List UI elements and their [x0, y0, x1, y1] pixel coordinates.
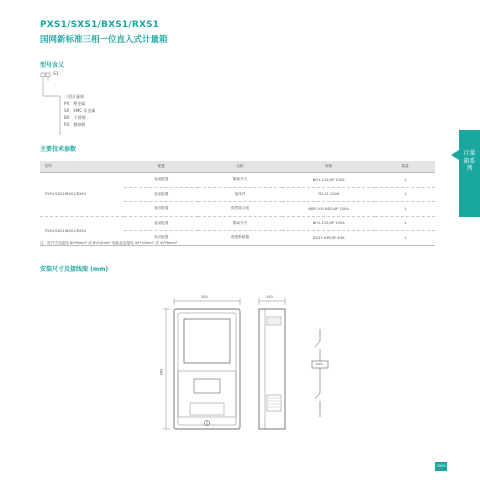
cell-spec: NBP-100 NDS/4P 100A: [282, 202, 376, 217]
product-series-title: PXS1/SXS1/BXS1/RXS1: [40, 20, 160, 30]
specs-header-row: [40, 161, 435, 173]
cell-name: 隔离开关: [198, 173, 282, 188]
cell-spec: NH1-125/4P 100A: [282, 216, 376, 231]
cell-name: 微型重合闸: [198, 202, 282, 217]
col-header-qty: 数量: [375, 161, 435, 173]
side-tab-label: 计量箱系列: [463, 150, 476, 172]
model-meaning-line-1: 三相计量箱: [64, 94, 84, 99]
cell-spec: DZ47-63R/4P 63A: [282, 231, 376, 246]
cell-qty: 1: [375, 231, 435, 246]
model-meaning-line-3: SX：SMC 非金属: [64, 108, 96, 113]
specs-heading: 主要技术参数: [40, 146, 77, 153]
side-tab[interactable]: [459, 130, 480, 217]
model-meaning-line-2: PX：塑金属: [64, 101, 86, 106]
wiring-diagram: [300, 325, 340, 425]
model-code-suffix: S1: [53, 72, 59, 77]
cell-spec: YD-S1 100A: [282, 187, 376, 202]
cell-qty: 1: [375, 216, 435, 231]
specs-table: [40, 161, 435, 246]
code-box-2: [46, 73, 50, 77]
height-dim-label: 480: [159, 368, 164, 376]
model-meaning-line-5: RX：膜钢板: [64, 122, 86, 127]
group-2-model: PXS1/SXS1/BXS1/RXS1: [40, 216, 124, 245]
cell-config: 表室配置: [124, 187, 198, 202]
cell-config: 表后配置: [124, 231, 198, 246]
table-row: [40, 173, 435, 188]
col-header-model: 型号: [40, 161, 124, 173]
width-dim-label: 300: [201, 295, 208, 299]
side-tab-notch: [451, 150, 459, 160]
cell-qty: 1: [375, 173, 435, 188]
cell-qty: 1: [375, 202, 435, 217]
cell-config: 表后配置: [124, 202, 198, 217]
side-view-drawing: [253, 295, 293, 435]
product-subtitle: 国网新标准三相一位直入式计量箱: [40, 35, 168, 45]
cell-name: 微型断路器: [198, 231, 282, 246]
switch-top-blade: [315, 341, 320, 347]
page-number: 0000: [435, 462, 447, 471]
group-1-model: PXS1/SXS1/BXS1/RXS1: [40, 173, 124, 217]
cell-name: 接线件: [198, 187, 282, 202]
code-lead-line: [43, 77, 60, 96]
code-box-1: [41, 73, 45, 77]
depth-dim-label: 140: [266, 295, 273, 299]
col-header-name: 名称: [198, 161, 282, 173]
cell-name: 隔离开关: [198, 216, 282, 231]
cell-config: 表前配置: [124, 173, 198, 188]
cell-qty: 1: [375, 187, 435, 202]
cell-spec: NH1-125/4P 100A: [282, 173, 376, 188]
table-row: [40, 216, 435, 231]
specs-note: 注：进开关连接线 8V*6mm² 或 8V10mm² 电能表连接线 4V*10mm² 或 4V*6mm²: [40, 241, 178, 245]
col-header-spec: 规格: [282, 161, 376, 173]
col-header-config: 配置: [124, 161, 198, 173]
dimensions-heading: 安装尺寸及接线图 (mm): [40, 266, 109, 273]
model-meaning-heading: 型号含义: [40, 62, 65, 69]
model-meaning-line-4: BX：不锈钢: [64, 115, 86, 120]
switch-bottom-blade: [315, 393, 320, 399]
front-view-drawing: [160, 295, 250, 435]
cell-config: 表前配置: [124, 216, 198, 231]
kwh-label: KWh: [316, 362, 323, 366]
